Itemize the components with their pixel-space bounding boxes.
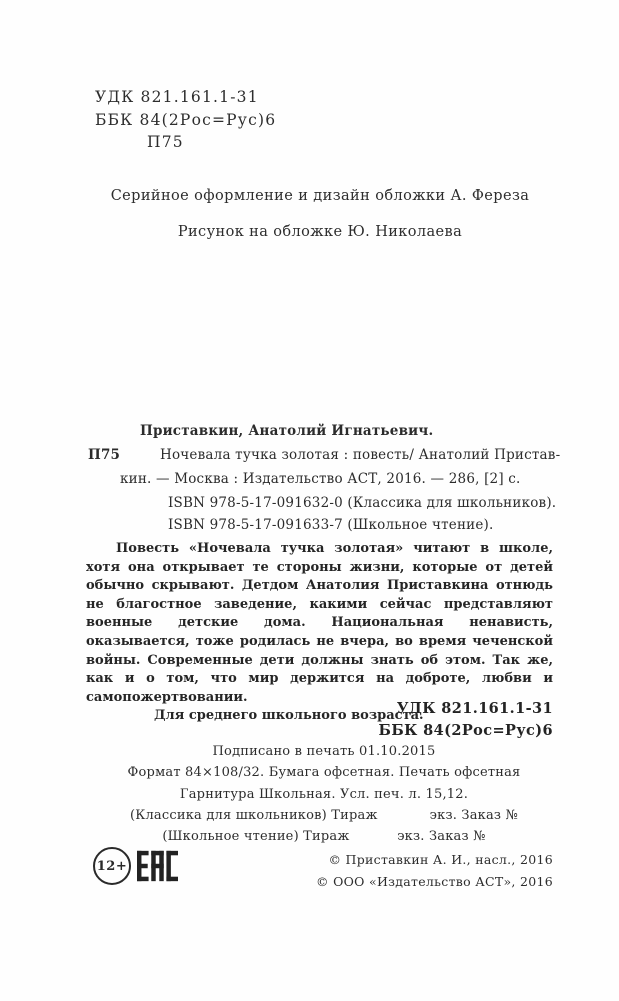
title-statement-line1: Ночевала тучка золотая : повесть/ Анатолий Пристав- bbox=[160, 447, 561, 463]
imprint-typeface: Гарнитура Школьная. Усл. печ. л. 15,12. bbox=[179, 786, 469, 802]
udk-code-top: УДК 821.161.1-31 bbox=[95, 88, 259, 106]
imprint-tirazh-shkolnoe: (Школьное чтение) Тираж экз. Заказ № bbox=[162, 829, 486, 845]
series-design-credit: Серийное оформление и дизайн обложки А. Фереза bbox=[110, 188, 530, 204]
copyright-publisher: © ООО «Издательство АСТ», 2016 bbox=[316, 874, 553, 889]
bbk-code-bottom: ББК 84(2Рос=Рус)6 bbox=[378, 721, 553, 739]
imprint-format: Формат 84×108/32. Бумага офсетная. Печать офсетная bbox=[127, 765, 521, 781]
eac-mark-icon bbox=[137, 849, 178, 883]
title-statement-line2: кин. — Москва : Издательство АСТ, 2016. — 286, [2] с. bbox=[120, 471, 521, 487]
imprint-signed-to-print: Подписано в печать 01.10.2015 bbox=[212, 744, 436, 759]
age-rating-label: 12+ bbox=[96, 858, 128, 874]
cataloguing-codes-top bbox=[95, 86, 276, 154]
author-sign-top: П75 bbox=[147, 133, 184, 151]
annotation-text: Повесть «Ночевала тучка золотая» читают в школе, хотя она открывает те стороны жизни, которые от детей обычно скрывают. Детдом Анатолия Приставкина отнюдь не благостное заведение, какими сейчас представляют военные детские дома. Национальная ненависть, оказывается, тоже родилась не вчера, во время чеченской войны. Современные дети должны знать об этом. Так же, как и о том, что мир держится на доброте, любви и самопожертвовании. bbox=[86, 541, 553, 705]
udk-code-bottom: УДК 821.161.1-31 bbox=[396, 700, 553, 717]
credits-block bbox=[60, 188, 580, 240]
bbk-code-top: ББК 84(2Рос=Рус)6 bbox=[95, 110, 277, 129]
cataloguing-codes-bottom bbox=[379, 698, 553, 741]
author-sign: П75 bbox=[88, 447, 121, 463]
imprint-details bbox=[90, 741, 558, 847]
age-rating-badge bbox=[93, 847, 131, 885]
imprint-tirazh-classika: (Классика для школьников) Тираж экз. Заказ № bbox=[129, 807, 519, 823]
audience-note: Для среднего школьного возраста. bbox=[154, 708, 424, 724]
isbn-shkolnoe: ISBN 978-5-17-091633-7 (Школьное чтение). bbox=[168, 517, 494, 533]
author-heading: Приставкин, Анатолий Игнатьевич. bbox=[140, 423, 434, 439]
copyright-block bbox=[316, 849, 553, 893]
isbn-classika: ISBN 978-5-17-091632-0 (Классика для школьников). bbox=[168, 495, 557, 511]
cover-art-credit: Рисунок на обложке Ю. Николаева bbox=[177, 224, 463, 240]
copyright-author: © Приставкин А. И., насл., 2016 bbox=[328, 852, 553, 867]
